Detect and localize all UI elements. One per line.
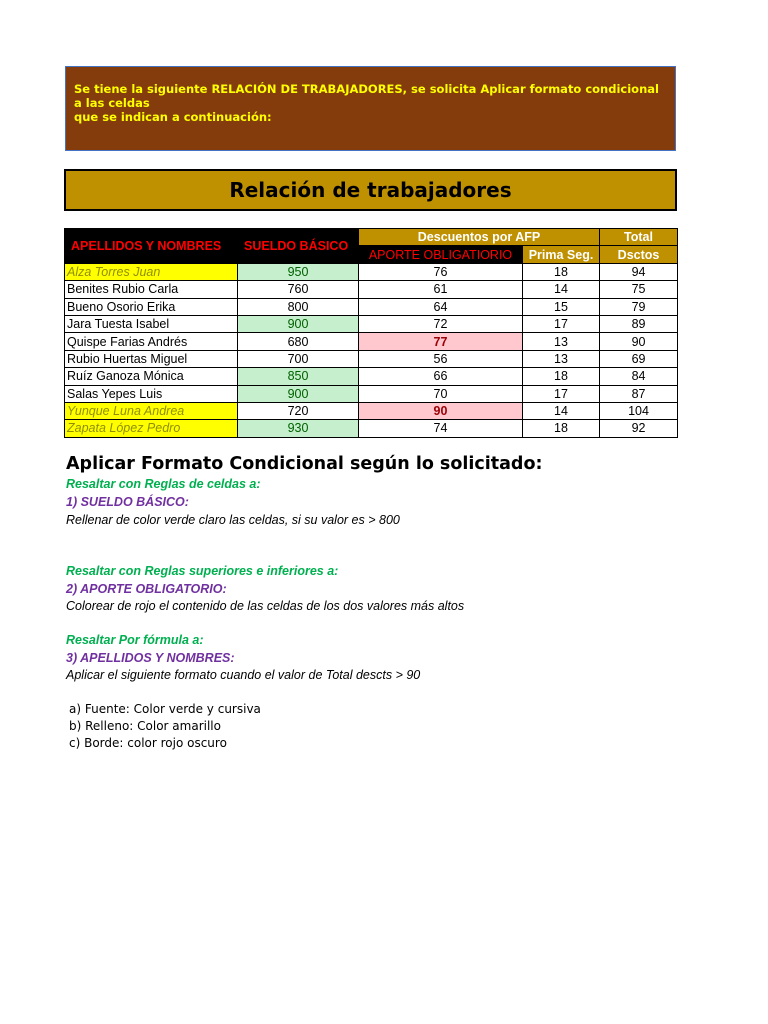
cell-sueldo: 900 — [238, 315, 359, 332]
table-row — [65, 402, 678, 419]
cell-prima: 14 — [523, 402, 600, 419]
header-total-line2: Dsctos — [600, 246, 678, 263]
table-row — [65, 333, 678, 350]
intro-line-1: Se tiene la siguiente RELACIÓN DE TRABAJADORES, se solicita Aplicar formato condicional a las celdas — [74, 82, 659, 110]
cell-sueldo: 930 — [238, 420, 359, 437]
cell-name: Quispe Farias Andrés — [65, 333, 238, 350]
option-c: c) Borde: color rojo oscuro — [69, 736, 227, 750]
cell-name: Benites Rubio Carla — [65, 281, 238, 298]
cell-total: 84 — [600, 368, 678, 385]
cell-name: Alza Torres Juan — [65, 263, 238, 280]
cell-name: Jara Tuesta Isabel — [65, 315, 238, 332]
rule-1-title: 1) SUELDO BÁSICO: — [66, 495, 189, 509]
cell-prima: 14 — [523, 281, 600, 298]
header-name: APELLIDOS Y NOMBRES — [65, 229, 238, 264]
cell-aporte: 90 — [359, 402, 523, 419]
cell-aporte: 77 — [359, 333, 523, 350]
cell-total: 94 — [600, 263, 678, 280]
cell-total: 90 — [600, 333, 678, 350]
cell-sueldo: 950 — [238, 263, 359, 280]
cell-total: 69 — [600, 350, 678, 367]
table-row — [65, 385, 678, 402]
cell-name: Bueno Osorio Erika — [65, 298, 238, 315]
table-title-text: Relación de trabajadores — [229, 178, 512, 202]
cell-prima: 17 — [523, 385, 600, 402]
cell-total: 92 — [600, 420, 678, 437]
header-aporte: APORTE OBLIGATIORIO — [359, 246, 523, 263]
cell-total: 87 — [600, 385, 678, 402]
cell-prima: 18 — [523, 368, 600, 385]
table-row — [65, 350, 678, 367]
header-total-line1: Total — [600, 229, 678, 246]
intro-line-2: que se indican a continuación: — [74, 110, 272, 124]
cell-prima: 18 — [523, 263, 600, 280]
table-row — [65, 315, 678, 332]
cell-sueldo: 760 — [238, 281, 359, 298]
instructions-heading: Aplicar Formato Condicional según lo solicitado: — [66, 454, 543, 474]
header-prima: Prima Seg. — [523, 246, 600, 263]
cell-aporte: 70 — [359, 385, 523, 402]
table-row — [65, 281, 678, 298]
cell-prima: 17 — [523, 315, 600, 332]
cell-aporte: 76 — [359, 263, 523, 280]
cell-sueldo: 700 — [238, 350, 359, 367]
rule-2-desc: Colorear de rojo el contenido de las celdas de los dos valores más altos — [66, 599, 465, 613]
cell-total: 75 — [600, 281, 678, 298]
cell-sueldo: 680 — [238, 333, 359, 350]
rule-1-label: Resaltar con Reglas de celdas a: — [66, 477, 261, 491]
cell-sueldo: 850 — [238, 368, 359, 385]
table-row — [65, 263, 678, 280]
cell-total: 89 — [600, 315, 678, 332]
cell-name: Zapata López Pedro — [65, 420, 238, 437]
rule-2-label: Resaltar con Reglas superiores e inferiores a: — [66, 564, 339, 578]
cell-name: Salas Yepes Luis — [65, 385, 238, 402]
cell-total: 104 — [600, 402, 678, 419]
cell-sueldo: 900 — [238, 385, 359, 402]
rule-3-desc: Aplicar el siguiente formato cuando el valor de Total descts > 90 — [66, 668, 421, 682]
rule-1-desc: Rellenar de color verde claro las celdas, si su valor es > 800 — [66, 513, 400, 527]
cell-total: 79 — [600, 298, 678, 315]
cell-name: Ruíz Ganoza Mónica — [65, 368, 238, 385]
cell-sueldo: 720 — [238, 402, 359, 419]
rule-2-title: 2) APORTE OBLIGATORIO: — [66, 582, 227, 596]
table-row — [65, 298, 678, 315]
option-b: b) Relleno: Color amarillo — [69, 719, 221, 733]
cell-prima: 15 — [523, 298, 600, 315]
intro-box — [65, 66, 676, 151]
cell-aporte: 64 — [359, 298, 523, 315]
table-row — [65, 420, 678, 437]
cell-aporte: 61 — [359, 281, 523, 298]
cell-sueldo: 800 — [238, 298, 359, 315]
cell-prima: 13 — [523, 333, 600, 350]
cell-aporte: 74 — [359, 420, 523, 437]
cell-aporte: 56 — [359, 350, 523, 367]
cell-aporte: 72 — [359, 315, 523, 332]
table-title — [64, 169, 677, 211]
cell-name: Yunque Luna Andrea — [65, 402, 238, 419]
header-afp-group: Descuentos por AFP — [359, 229, 600, 246]
option-a: a) Fuente: Color verde y cursiva — [69, 702, 261, 716]
table-row — [65, 368, 678, 385]
rule-3-label: Resaltar Por fórmula a: — [66, 633, 204, 647]
cell-prima: 13 — [523, 350, 600, 367]
header-sueldo: SUELDO BÁSICO — [238, 229, 359, 264]
workers-table — [64, 228, 678, 438]
cell-prima: 18 — [523, 420, 600, 437]
rule-3-title: 3) APELLIDOS Y NOMBRES: — [66, 651, 235, 665]
cell-name: Rubio Huertas Miguel — [65, 350, 238, 367]
cell-aporte: 66 — [359, 368, 523, 385]
